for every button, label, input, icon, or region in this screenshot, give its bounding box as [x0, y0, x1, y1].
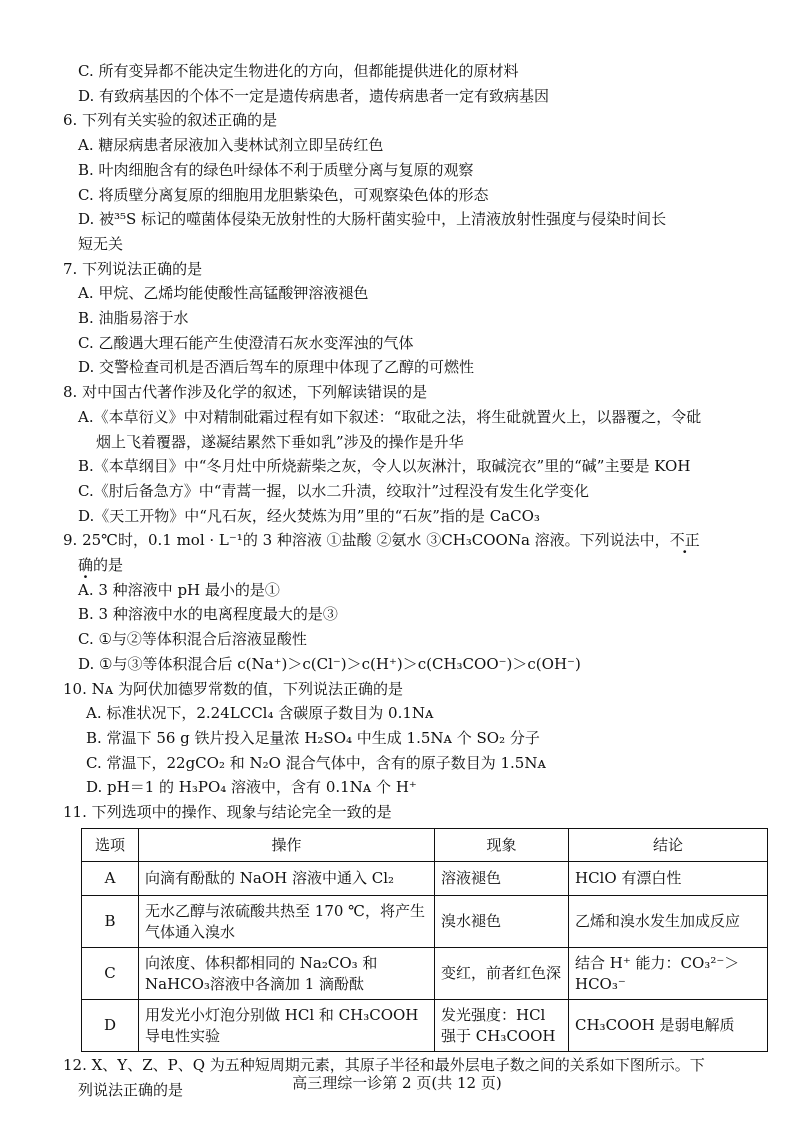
table-header: 选项 [82, 829, 139, 862]
table-cell-option: D [82, 1000, 139, 1052]
q9-stem-end: 的是 [93, 556, 124, 574]
table-header-row [82, 829, 768, 862]
q6-option-c: C. 将质壁分离复原的细胞用龙胆紫染色，可观察染色体的形态 [78, 186, 489, 204]
q8-option-b: B.《本草纲目》中“冬月灶中所烧薪柴之灰，令人以灰淋汁，取碱浣衣”里的“碱”主要是 KOH [78, 457, 691, 475]
q7-option-a: A. 甲烷、乙烯均能使酸性高锰酸钾溶液褪色 [78, 284, 369, 302]
q6-option-d: D. 被³⁵S 标记的噬菌体侵染无放射性的大肠杆菌实验中，上清液放射性强度与侵染时间长 [78, 210, 667, 228]
table-cell-conclusion: 结合 H⁺ 能力：CO₃²⁻＞ HCO₃⁻ [569, 948, 768, 1000]
table-cell-operation: 用发光小灯泡分别做 HCl 和 CH₃COOH 导电性实验 [139, 1000, 435, 1052]
q10-option-d: D. pH＝1 的 H₃PO₄ 溶液中，含有 0.1Nᴀ 个 H⁺ [86, 778, 417, 796]
q12-stem: 12. X、Y、Z、P、Q 为五种短周期元素，其原子半径和最外层电子数之间的关系如下图所示。下 [63, 1056, 705, 1074]
table-cell-phenomenon: 溶液褪色 [435, 862, 569, 896]
table-cell-phenomenon: 变红，前者红色深 [435, 948, 569, 1000]
table-cell-phenomenon: 溴水褪色 [435, 896, 569, 948]
q5-option-d: D. 有致病基因的个体不一定是遗传病患者，遗传病患者一定有致病基因 [78, 87, 550, 105]
page-footer: 高三理综一诊第 2 页(共 12 页) [292, 1074, 502, 1092]
q9-option-c: C. ①与②等体积混合后溶液显酸性 [78, 630, 307, 648]
table-cell-phenomenon: 发光强度：HCl 强于 CH₃COOH [435, 1000, 569, 1052]
q10-option-b: B. 常温下 56 g 铁片投入足量浓 H₂SO₄ 中生成 1.5Nᴀ 个 SO₂ 分子 [86, 729, 540, 747]
q9-emphasis: 不正 [669, 531, 700, 549]
table-cell-conclusion: 乙烯和溴水发生加成反应 [569, 896, 768, 948]
q7-option-b: B. 油脂易溶于水 [78, 309, 189, 327]
q8-option-d: D.《天工开物》中“凡石灰，经火焚炼为用”里的“石灰”指的是 CaCO₃ [78, 507, 540, 525]
q9-stem-text: 9. 25℃时，0.1 mol · L⁻¹的 3 种溶液 ①盐酸 ②氨水 ③CH₃COONa 溶液。下列说法中， [63, 531, 670, 549]
table-cell-option: C [82, 948, 139, 1000]
table-row [82, 948, 768, 1000]
q9-emphasis-cont: 确 [78, 556, 94, 574]
q12-stem-cont: 列说法正确的是 [78, 1081, 184, 1099]
table-row [82, 862, 768, 896]
table-row [82, 896, 768, 948]
q8-option-c: C.《肘后备急方》中“青蒿一握，以水二升渍，绞取汁”过程没有发生化学变化 [78, 482, 590, 500]
q9-option-b: B. 3 种溶液中水的电离程度最大的是③ [78, 605, 338, 623]
q7-option-c: C. 乙酸遇大理石能产生使澄清石灰水变浑浊的气体 [78, 334, 414, 352]
q6-option-d-cont: 短无关 [78, 235, 124, 253]
table-cell-operation: 向滴有酚酞的 NaOH 溶液中通入 Cl₂ [139, 862, 435, 896]
table-cell-conclusion: CH₃COOH 是弱电解质 [569, 1000, 768, 1052]
q6-stem: 6. 下列有关实验的叙述正确的是 [63, 111, 278, 129]
q8-option-a-cont: 烟上飞着覆器，遂凝结累然下垂如乳”涉及的操作是升华 [96, 433, 464, 451]
q11-stem: 11. 下列选项中的操作、现象与结论完全一致的是 [63, 803, 392, 821]
q6-option-b: B. 叶肉细胞含有的绿色叶绿体不利于质壁分离与复原的观察 [78, 161, 474, 179]
table-cell-conclusion: HClO 有漂白性 [569, 862, 768, 896]
q8-stem: 8. 对中国古代著作涉及化学的叙述，下列解读错误的是 [63, 383, 428, 401]
q10-option-c: C. 常温下，22gCO₂ 和 N₂O 混合气体中，含有的原子数目为 1.5Nᴀ [86, 754, 546, 772]
q9-option-d: D. ①与③等体积混合后 c(Na⁺)＞c(Cl⁻)＞c(H⁺)＞c(CH₃COO⁻)＞c(OH⁻) [78, 655, 581, 673]
q10-stem: 10. Nᴀ 为阿伏加德罗常数的值，下列说法正确的是 [63, 680, 403, 698]
table-cell-option: A [82, 862, 139, 896]
q7-stem: 7. 下列说法正确的是 [63, 260, 203, 278]
table-cell-operation: 无水乙醇与浓硫酸共热至 170 ℃，将产生气体通入溴水 [139, 896, 435, 948]
q7-option-d: D. 交警检查司机是否酒后驾车的原理中体现了乙醇的可燃性 [78, 358, 475, 376]
q6-option-a: A. 糖尿病患者尿液加入斐林试剂立即呈砖红色 [78, 136, 384, 154]
q10-option-a: A. 标准状况下，2.24LCCl₄ 含碳原子数目为 0.1Nᴀ [86, 704, 434, 722]
q9-option-a: A. 3 种溶液中 pH 最小的是① [78, 581, 280, 599]
table-header: 操作 [139, 829, 435, 862]
table-row [82, 1000, 768, 1052]
q5-option-c: C. 所有变异都不能决定生物进化的方向，但都能提供进化的原材料 [78, 62, 519, 80]
table-header: 现象 [435, 829, 569, 862]
table-cell-operation: 向浓度、体积都相同的 Na₂CO₃ 和 NaHCO₃溶液中各滴加 1 滴酚酞 [139, 948, 435, 1000]
table-header: 结论 [569, 829, 768, 862]
q11-table [81, 828, 768, 1052]
q8-option-a: A.《本草衍义》中对精制砒霜过程有如下叙述：“取砒之法，将生砒就置火上，以器覆之，令砒 [78, 408, 702, 426]
table-cell-option: B [82, 896, 139, 948]
